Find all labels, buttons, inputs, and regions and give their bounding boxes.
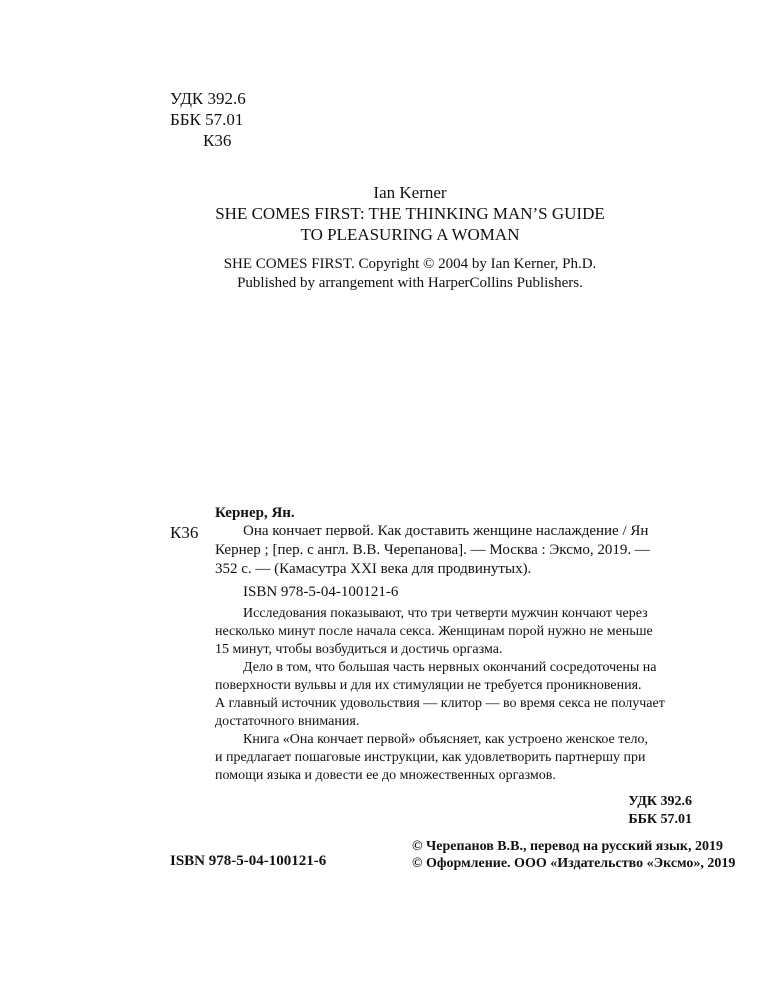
catalog-description-line-3: 352 с. — (Камасутра XXI века для продвинутых). (215, 561, 532, 577)
catalog-author-mark: К36 (170, 523, 199, 542)
catalog-description-line-1: Она кончает первой. Как доставить женщине наслаждение / Ян (243, 523, 649, 539)
copyright-design: © Оформление. ООО «Издательство «Эксмо», 2019 (412, 856, 736, 871)
author-mark-top: К36 (203, 131, 232, 150)
original-title-line-2: TO PLEASURING A WOMAN (300, 225, 520, 244)
annotation-p3-line-1: Книга «Она кончает первой» объясняет, как устроено женское тело, (243, 732, 649, 747)
footer-isbn: ISBN 978-5-04-100121-6 (170, 853, 327, 869)
catalog-isbn: ISBN 978-5-04-100121-6 (243, 584, 399, 600)
annotation-p3-line-3: помощи языка и довести ее до множественных оргазмов. (215, 768, 556, 783)
annotation-p2-line-4: достаточного внимания. (215, 714, 360, 729)
original-copyright-line-1: SHE COMES FIRST. Copyright © 2004 by Ian Kerner, Ph.D. (223, 256, 597, 272)
original-title-line-1: SHE COMES FIRST: THE THINKING MAN’S GUIDE (215, 204, 605, 223)
annotation-p1-line-3: 15 минут, чтобы возбудиться и достичь оргазма. (215, 642, 503, 657)
catalog-description-line-2: Кернер ; [пер. с англ. В.В. Черепанова]. — Москва : Эксмо, 2019. — (215, 542, 650, 558)
annotation-p1-line-2: несколько минут после начала секса. Женщинам порой нужно не меньше (215, 624, 653, 639)
annotation-p2-line-1: Дело в том, что большая часть нервных окончаний сосредоточены на (243, 660, 657, 675)
original-author: Ian Kerner (373, 183, 447, 202)
annotation-p1-line-1: Исследования показывают, что три четверти мужчин кончают через (243, 606, 648, 621)
annotation-p3-line-2: и предлагает пошаговые инструкции, как удовлетворить партнершу при (215, 750, 646, 765)
udk-code-bottom: УДК 392.6 (628, 794, 692, 809)
copyright-translation: © Черепанов В.В., перевод на русский язык, 2019 (412, 839, 723, 854)
annotation-p2-line-2: поверхности вульвы и для их стимуляции не требуется проникновения. (215, 678, 642, 693)
catalog-author-heading: Кернер, Ян. (215, 505, 295, 521)
udk-code-top: УДК 392.6 (170, 89, 246, 108)
original-copyright-line-2: Published by arrangement with HarperCollins Publishers. (237, 275, 583, 291)
bbk-code-top: ББК 57.01 (170, 110, 244, 129)
bbk-code-bottom: ББК 57.01 (628, 812, 692, 827)
annotation-p2-line-3: А главный источник удовольствия — клитор — во время секса не получает (215, 696, 665, 711)
